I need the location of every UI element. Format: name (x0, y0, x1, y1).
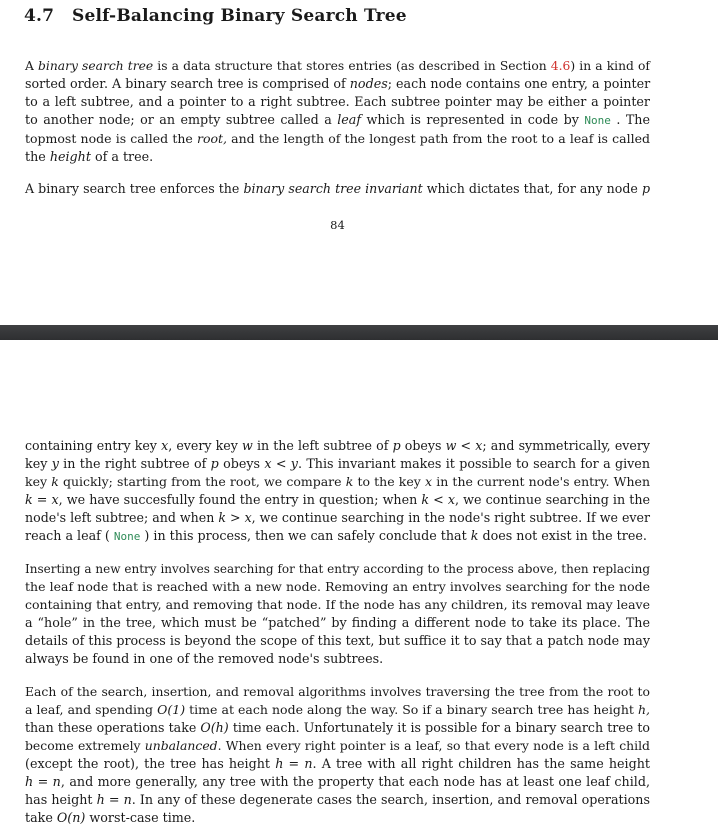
text-line: sorted order. A binary search tree is comprised of nodes; each node contains one entry, a pointer (25, 76, 651, 91)
text-line: reach a leaf ( None ) in this process, then we can safely conclude that k does not exist in the tree. (25, 528, 647, 543)
paragraph-insert-remove (25, 560, 650, 668)
text-line: become extremely unbalanced. When every right pointer is a leaf, so that every node is a left child (25, 738, 650, 753)
text-line: key y in the right subtree of p obeys x < y. This invariant makes it possible to search for a given (25, 456, 650, 471)
text-line: node's left subtree; and when k > x, we continue searching in the node's right subtree. If we ever (25, 510, 650, 525)
code-none: None (113, 530, 141, 543)
text-line: the height of a tree. (25, 149, 154, 164)
text-line: A binary search tree is a data structure that stores entries (as described in Section 4.6) in a kind of (25, 59, 650, 73)
text-line: A binary search tree enforces the binary search tree invariant which dictates that, for any node p (25, 181, 650, 196)
section-heading (24, 6, 407, 26)
page-number: 84 (330, 218, 345, 232)
paragraph-intro (25, 57, 650, 166)
text-line: than these operations take O(h) time each. Unfortunately it is possible for a binary search tree to (25, 720, 650, 735)
text-line: Inserting a new entry involves searching for that entry according to the process above, then replacing (25, 562, 650, 576)
page-bottom (0, 340, 718, 827)
paragraph-complexity (25, 683, 650, 827)
paragraph-invariant-cont (25, 437, 650, 546)
text-line: containing entry key x, every key w in the left subtree of p obeys w < x; and symmetrically, every (25, 438, 650, 453)
section-title: Self-Balancing Binary Search Tree (72, 6, 407, 26)
section-reference-link[interactable]: 4.6 (550, 59, 571, 73)
text-line: to another node; or an empty subtree called a leaf which is represented in code by None . The (25, 112, 650, 127)
text-line: has height h = n. In any of these degenerate cases the search, insertion, and removal operations (25, 792, 650, 807)
text-line: key k quickly; starting from the root, we compare k to the key x in the current node's entry. When (25, 474, 651, 489)
text-line: to a left subtree, and a pointer to a right subtree. Each subtree pointer may be either a pointer (25, 94, 650, 109)
section-number: 4.7 (24, 6, 55, 26)
text-line: (except the root), the tree has height h = n. A tree with all right children has the same height (25, 756, 651, 771)
text-line: containing that entry, and removing that node. If the node has any children, its removal may leave (25, 597, 650, 612)
text-line: Each of the search, insertion, and removal algorithms involves traversing the tree from the root to (25, 684, 650, 699)
text-line: always be found in one of the removed node's subtrees. (25, 651, 384, 666)
text-line: a leaf, and spending O(1) time at each node along the way. So if a binary search tree has height h, (25, 702, 650, 717)
paragraph-invariant-start (25, 180, 650, 198)
text-line: the leaf node that is reached with a new node. Removing an entry involves searching for the node (25, 579, 650, 594)
page-separator (0, 325, 718, 340)
text-line: a “hole” in the tree, which must be “patched” by finding a different node to take its place. The (25, 615, 650, 630)
text-line: topmost node is called the root, and the length of the longest path from the root to a leaf is called (25, 131, 650, 146)
text-line: take O(n) worst-case time. (25, 810, 196, 825)
text-line: details of this process is beyond the scope of this text, but suffice it to say that a patch node may (25, 633, 650, 648)
page-top (0, 0, 718, 325)
text-line: k = x, we have succesfully found the entry in question; when k < x, we continue searching in the (25, 492, 651, 507)
text-line: h = n, and more generally, any tree with the property that each node has at least one leaf child, (25, 774, 650, 789)
code-none: None (584, 114, 611, 127)
